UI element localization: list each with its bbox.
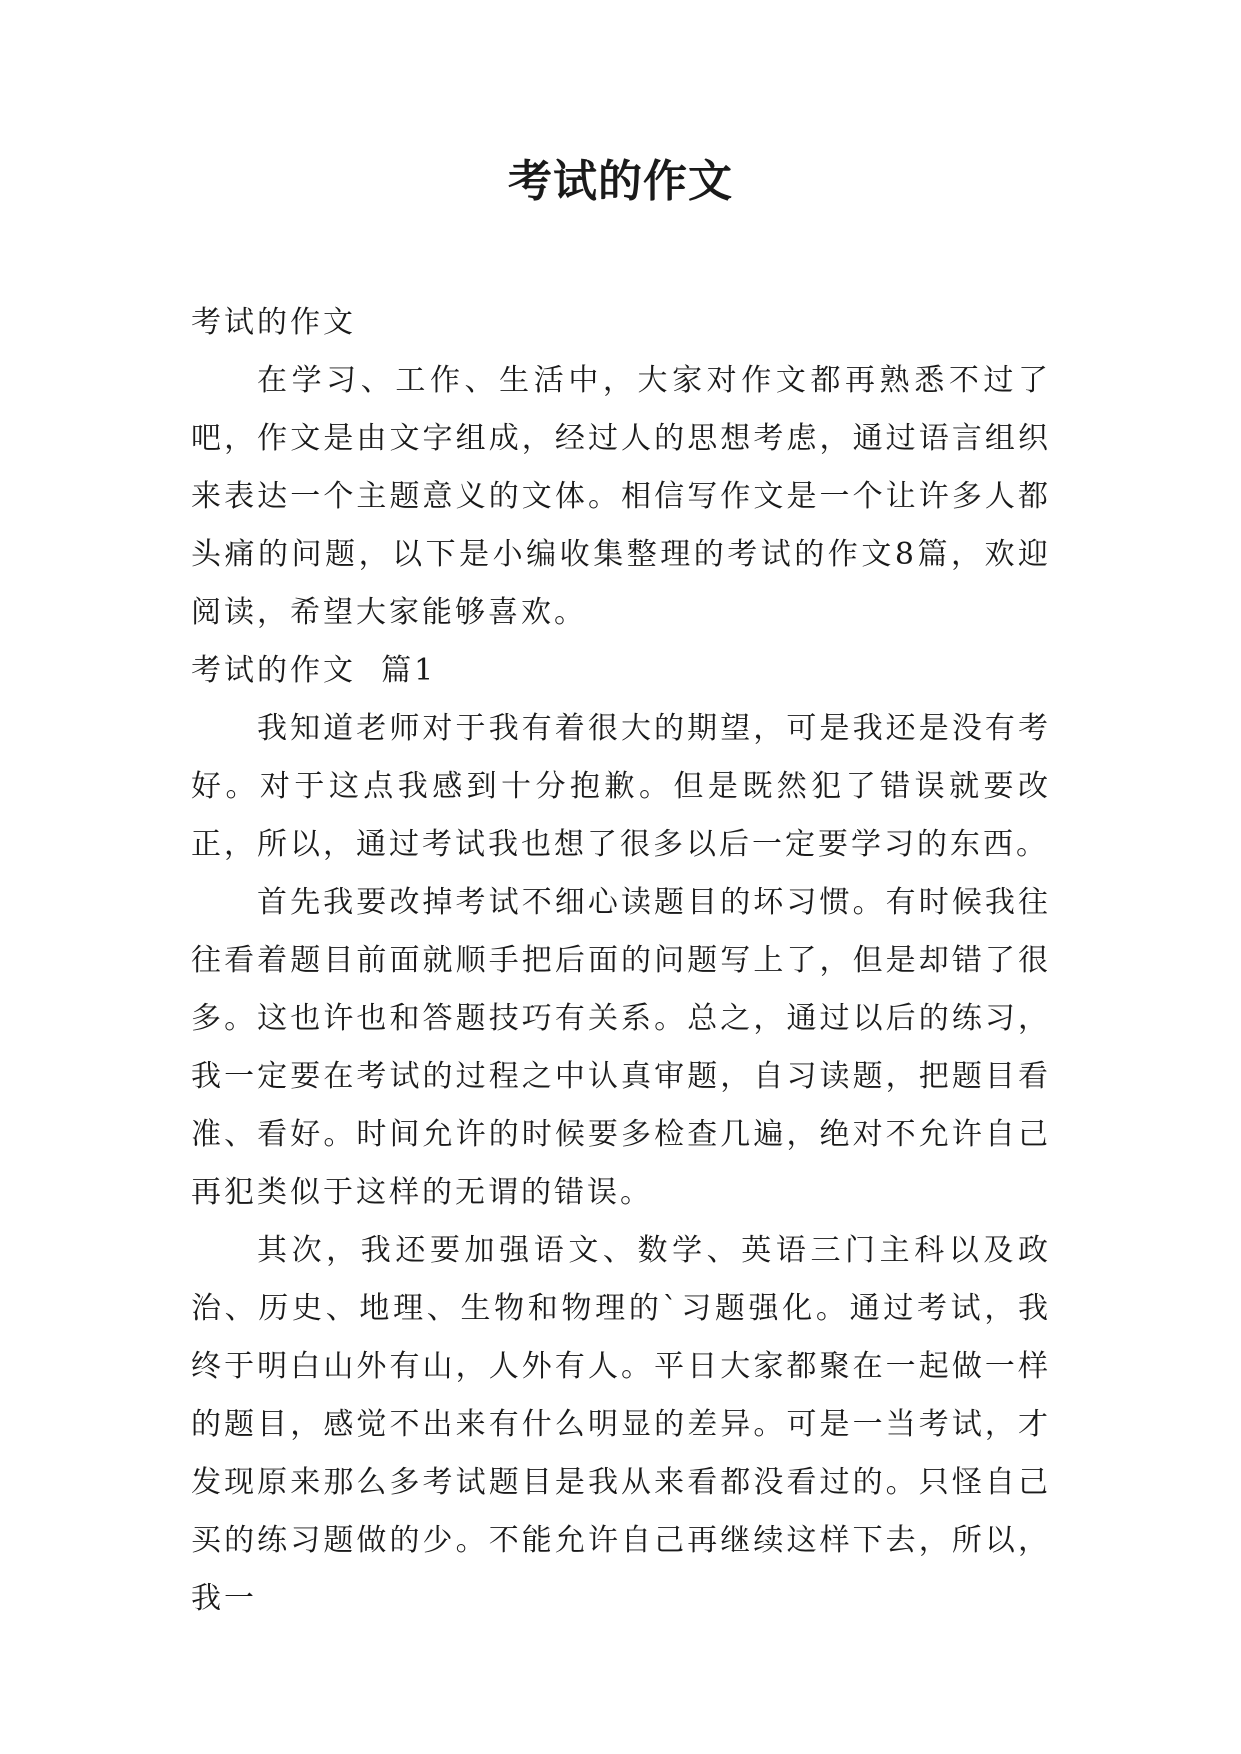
intro-paragraph: 在学习、工作、生活中，大家对作文都再熟悉不过了吧，作文是由文字组成，经过人的思想考虑，通过语言组织来表达一个主题意义的文体。相信写作文是一个让许多人都头痛的问题，以下是小编收集整理的考试的作文8篇，欢迎阅读，希望大家能够喜欢。 [191, 363, 1051, 630]
body-paragraph: 其次，我还要加强语文、数学、英语三门主科以及政治、历史、地理、生物和物理的`习题强化。通过考试，我终于明白山外有山，人外有人。平日大家都聚在一起做一样的题目，感觉不出来有什么明显的差异。可是一当考试，才发现原来那么多考试题目是我从来看都没看过的。只怪自己买的练习题做的少。不能允许自己再继续这样下去，所以，我一 [191, 1233, 1051, 1616]
document-body [191, 294, 1051, 1628]
body-paragraph: 我知道老师对于我有着很大的期望，可是我还是没有考好。对于这点我感到十分抱歉。但是既然犯了错误就要改正，所以，通过考试我也想了很多以后一定要学习的东西。 [191, 711, 1051, 862]
essay-heading: 考试的作文 篇1 [191, 653, 437, 688]
section-heading: 考试的作文 [191, 305, 356, 340]
document-title: 考试的作文 [508, 156, 733, 207]
body-paragraph: 首先我要改掉考试不细心读题目的坏习惯。有时候我往往看着题目前面就顺手把后面的问题写上了，但是却错了很多。这也许也和答题技巧有关系。总之，通过以后的练习，我一定要在考试的过程之中认真审题，自习读题，把题目看准、看好。时间允许的时候要多检查几遍，绝对不允许自己再犯类似于这样的无谓的错误。 [191, 885, 1051, 1210]
